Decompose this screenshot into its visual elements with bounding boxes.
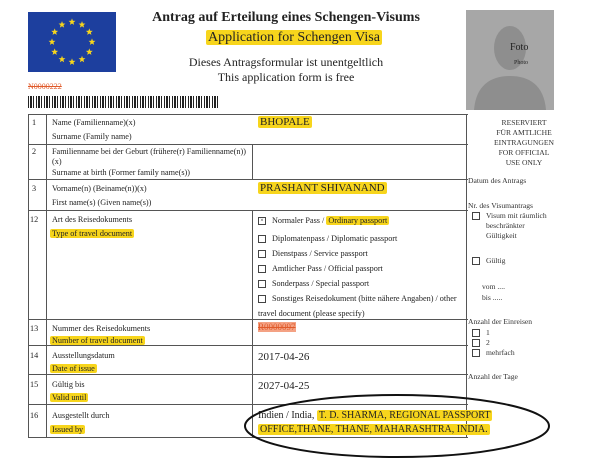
official-limited-validity-2: beschränkter xyxy=(486,221,525,230)
official-limited-validity-3: Gültigkeit xyxy=(486,231,517,240)
field-16-label-de: Ausgestellt durch xyxy=(52,411,110,420)
annotation-ellipse xyxy=(240,388,562,460)
official-entries-2[interactable]: 2 xyxy=(472,338,490,348)
checkbox-icon[interactable] xyxy=(472,329,480,337)
eu-star-icon xyxy=(86,28,93,35)
field-15-label-en: Valid until xyxy=(52,393,87,402)
issued-by-value[interactable]: Indien / India, T. D. SHARMA, REGIONAL PASSPORT OFFICE,THANE, THANE, MAHARASHTRA, INDIA. xyxy=(258,410,491,435)
field-1-label-de: Name (Familienname)(x) xyxy=(52,118,136,127)
checkbox-icon[interactable] xyxy=(472,257,480,265)
field-15-label-de: Gültig bis xyxy=(52,380,85,389)
passport-number-redacted: R0000097 xyxy=(258,322,296,332)
field-3-label-de: Vorname(n) (Beiname(n))(x) xyxy=(52,184,147,193)
eu-star-icon xyxy=(51,48,58,55)
field-16-label-en: Issued by xyxy=(52,425,84,434)
field-13-label-en: Number of travel document xyxy=(52,336,143,345)
field-14-label-en: Date of issue xyxy=(52,364,95,373)
official-number-of-days: Anzahl der Tage xyxy=(468,372,518,381)
official-from: vom .... xyxy=(482,282,505,291)
field-12-label-de: Art des Reisedokuments xyxy=(52,215,133,224)
checkbox-icon[interactable] xyxy=(472,349,480,357)
doc-type-official[interactable]: Amtlicher Pass / Official passport xyxy=(258,263,383,275)
field-13-number: 13 xyxy=(30,324,39,333)
title-german: Antrag auf Erteilung eines Schengen-Visums xyxy=(152,10,420,25)
doc-type-service[interactable]: Dienstpass / Service passport xyxy=(258,248,368,260)
field-3-label-en: First name(s) (Given name(s)) xyxy=(52,198,152,207)
official-limited-validity[interactable]: Visum mit räumlich xyxy=(472,211,547,221)
official-application-number: Nr. des Visumantrags xyxy=(468,201,533,210)
person-silhouette-icon xyxy=(466,10,554,110)
field-14-label-de: Ausstellungsdatum xyxy=(52,351,115,360)
official-use-heading: RESERVIERT FÜR AMTLICHE EINTRAGUNGEN FOR OFFICIAL USE ONLY xyxy=(494,118,554,167)
first-name-value[interactable]: PRASHANT SHIVANAND xyxy=(260,182,385,194)
eu-star-icon xyxy=(49,38,56,45)
doc-type-special[interactable]: Sonderpass / Special passport xyxy=(258,278,369,290)
field-1-number: 1 xyxy=(32,118,37,127)
official-date-of-application: Datum des Antrags xyxy=(468,176,527,185)
field-2-label-de-x: (x) xyxy=(52,157,62,166)
checkbox-icon[interactable] xyxy=(258,295,266,303)
checkbox-icon[interactable] xyxy=(258,265,266,273)
doc-type-diplomatic[interactable]: Diplomatenpass / Diplomatic passport xyxy=(258,233,397,245)
doc-type-other-cont: travel document (please specify) xyxy=(258,309,365,318)
surname-value[interactable]: BHOPALE xyxy=(260,116,310,128)
eu-star-icon xyxy=(69,58,76,65)
field-13-label-de: Nummer des Reisedokuments xyxy=(52,324,151,333)
eu-star-icon xyxy=(79,56,86,63)
field-14-number: 14 xyxy=(30,351,39,360)
date-of-issue-value[interactable]: 2017-04-26 xyxy=(258,351,310,363)
eu-star-icon xyxy=(51,28,58,35)
official-until: bis ..... xyxy=(482,293,503,302)
photo-placeholder xyxy=(466,10,554,110)
eu-star-icon xyxy=(79,21,86,28)
checkbox-icon[interactable] xyxy=(258,250,266,258)
field-2-label-en: Surname at birth (Former family name(s)) xyxy=(52,168,191,177)
field-1-label-en: Surname (Family name) xyxy=(52,132,132,141)
checkbox-icon[interactable] xyxy=(258,235,266,243)
barcode xyxy=(28,96,218,108)
doc-type-ordinary[interactable]: × Normaler Pass / Ordinary passport xyxy=(258,215,389,227)
field-15-number: 15 xyxy=(30,380,39,389)
valid-until-value[interactable]: 2027-04-25 xyxy=(258,380,310,392)
checkbox-icon[interactable] xyxy=(472,212,480,220)
eu-star-icon xyxy=(89,38,96,45)
form-number: N0000222 xyxy=(28,82,62,91)
eu-star-icon xyxy=(59,21,66,28)
free-notice-english: This application form is free xyxy=(217,70,355,84)
official-entries-1[interactable]: 1 xyxy=(472,328,490,338)
field-2-label-de: Familienname bei der Geburt (frühere(r) Familienname(n)) xyxy=(52,147,246,156)
eu-star-icon xyxy=(69,18,76,25)
official-entries-multiple[interactable]: mehrfach xyxy=(472,348,515,358)
checkbox-icon[interactable] xyxy=(258,280,266,288)
official-valid[interactable]: Gültig xyxy=(472,256,505,266)
checkbox-checked-icon[interactable]: × xyxy=(258,217,266,225)
field-16-number: 16 xyxy=(30,411,39,420)
official-number-of-entries: Anzahl der Einreisen xyxy=(468,317,533,326)
field-3-number: 3 xyxy=(32,184,37,193)
free-notice-german: Dieses Antragsformular ist unentgeltlich xyxy=(188,55,384,69)
field-12-number: 12 xyxy=(30,215,39,224)
eu-flag-icon xyxy=(28,12,116,72)
doc-type-other[interactable]: Sonstiges Reisedokument (bitte nähere Angaben) / other xyxy=(258,293,457,305)
title-english: Application for Schengen Visa xyxy=(208,30,380,45)
photo-sublabel: Photo xyxy=(514,60,529,66)
eu-star-icon xyxy=(86,48,93,55)
photo-label: Foto xyxy=(510,42,529,53)
checkbox-icon[interactable] xyxy=(472,339,480,347)
eu-star-icon xyxy=(59,56,66,63)
field-12-label-en: Type of travel document xyxy=(52,229,133,238)
field-2-number: 2 xyxy=(32,147,37,156)
